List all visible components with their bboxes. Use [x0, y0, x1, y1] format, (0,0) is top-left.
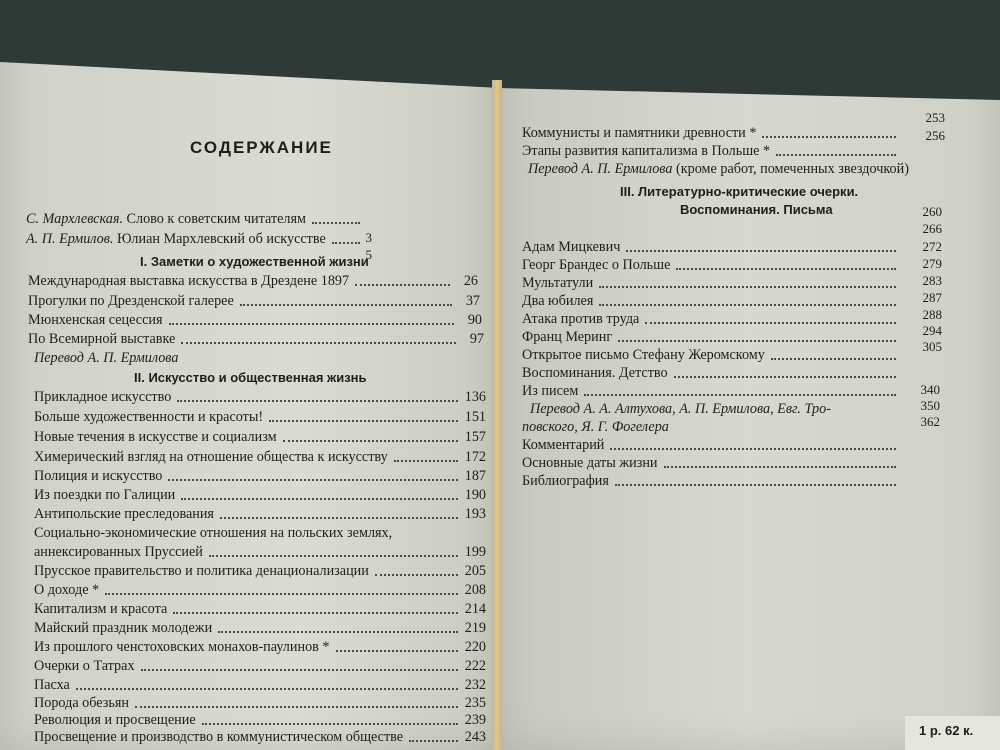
toc-entry: Международная выставка искусства в Дрездене 1897 26: [28, 273, 478, 289]
toc-entry: Два юбилея: [522, 292, 902, 310]
toc-entry: Основные даты жизни: [522, 454, 902, 472]
translator-note: повского, Я. Г. Фогелера: [522, 419, 669, 435]
translator-note: Перевод А. А. Алтухова, А. П. Ермилова, Евг. Тро-: [530, 401, 831, 417]
toc-entry: Порода обезьян 235: [34, 695, 486, 711]
toc-entry: Мультатули: [522, 274, 902, 292]
page-number: 287: [922, 290, 942, 305]
translator-note: Перевод А. П. Ермилова: [34, 350, 179, 366]
toc-entry: Комментарий: [522, 436, 902, 454]
toc-entry: Этапы развития капитализма в Польше *: [522, 142, 902, 160]
page-number: 260: [922, 204, 942, 219]
toc-entry: аннексированных Пруссией 199: [34, 544, 486, 560]
section-heading: I. Заметки о художественной жизни: [140, 254, 369, 269]
toc-entry: Георг Брандес о Польше: [522, 256, 902, 274]
page-number: 5: [365, 247, 372, 262]
page-number: 279: [922, 256, 942, 271]
toc-entry: Химерический взгляд на отношение общества к искусству 172: [34, 449, 486, 465]
page-number: 362: [920, 414, 940, 429]
toc-entry: Прогулки по Дрезденской галерее 37: [28, 293, 480, 309]
page-number: 305: [922, 339, 942, 354]
price-label: 1 р. 62 к.: [905, 716, 1000, 750]
section-subheading: Воспоминания. Письма: [680, 202, 833, 217]
contents-title: СОДЕРЖАНИЕ: [190, 138, 333, 157]
toc-entry: Из поездки по Галиции 190: [34, 487, 486, 503]
toc-entry: Антипольские преследования 193: [34, 506, 486, 522]
page-number: 256: [925, 128, 945, 143]
toc-entry: Полиция и искусство 187: [34, 468, 486, 484]
page-number: 294: [922, 323, 942, 338]
toc-entry: Атака против труда: [522, 310, 902, 328]
toc-entry: Мюнхенская сецессия 90: [28, 312, 482, 328]
page-number: 3: [365, 230, 372, 245]
toc-entry: Майский праздник молодежи 219: [34, 620, 486, 636]
toc-entry: Из прошлого ченстоховских монахов-паулинов * 220: [34, 639, 486, 655]
book-spine: [492, 80, 502, 750]
translator-note: Перевод А. П. Ермилова (кроме работ, помеченных звездочкой): [528, 161, 909, 177]
toc-entry: Очерки о Татрах 222: [34, 658, 486, 674]
toc-entry: Капитализм и красота 214: [34, 601, 486, 617]
toc-entry: Из писем: [522, 382, 902, 400]
page-number: 266: [922, 221, 942, 236]
toc-entry: С. Мархлевская. Слово к советским читателям: [26, 210, 366, 228]
toc-entry: Открытое письмо Стефану Жеромскому: [522, 346, 902, 364]
toc-entry: Больше художественности и красоты! 151: [34, 409, 486, 425]
page-number: 350: [920, 398, 940, 413]
toc-entry: Прикладное искусство 136: [34, 389, 486, 405]
toc-entry: Просвещение и производство в коммунистическом обществе 243: [34, 729, 486, 745]
section-heading: III. Литературно-критические очерки.: [620, 184, 859, 199]
page-number: 288: [922, 307, 942, 322]
page-number: 253: [925, 110, 945, 125]
page-number: 272: [922, 239, 942, 254]
toc-entry: Воспоминания. Детство: [522, 364, 902, 382]
toc-entry: Адам Мицкевич: [522, 238, 902, 256]
toc-entry: О доходе * 208: [34, 582, 486, 598]
toc-entry: Прусское правительство и политика денационализации 205: [34, 563, 486, 579]
page-number: 340: [920, 382, 940, 397]
toc-entry: По Всемирной выставке 97: [28, 331, 484, 347]
toc-entry: Коммунисты и памятники древности *: [522, 124, 902, 142]
toc-entry: А. П. Ермилов. Юлиан Мархлевский об искусстве: [26, 230, 366, 248]
section-heading: II. Искусство и общественная жизнь: [134, 370, 367, 385]
toc-entry: Революция и просвещение 239: [34, 712, 486, 728]
toc-entry-line: Социально-экономические отношения на польских землях,: [34, 525, 393, 541]
toc-entry: Пасха 232: [34, 677, 486, 693]
toc-entry: Новые течения в искусстве и социализм 157: [34, 429, 486, 445]
show-through-text: [680, 478, 880, 558]
toc-entry: Библиография: [522, 472, 902, 490]
page-number: 283: [922, 273, 942, 288]
toc-entry: Франц Меринг: [522, 328, 902, 346]
